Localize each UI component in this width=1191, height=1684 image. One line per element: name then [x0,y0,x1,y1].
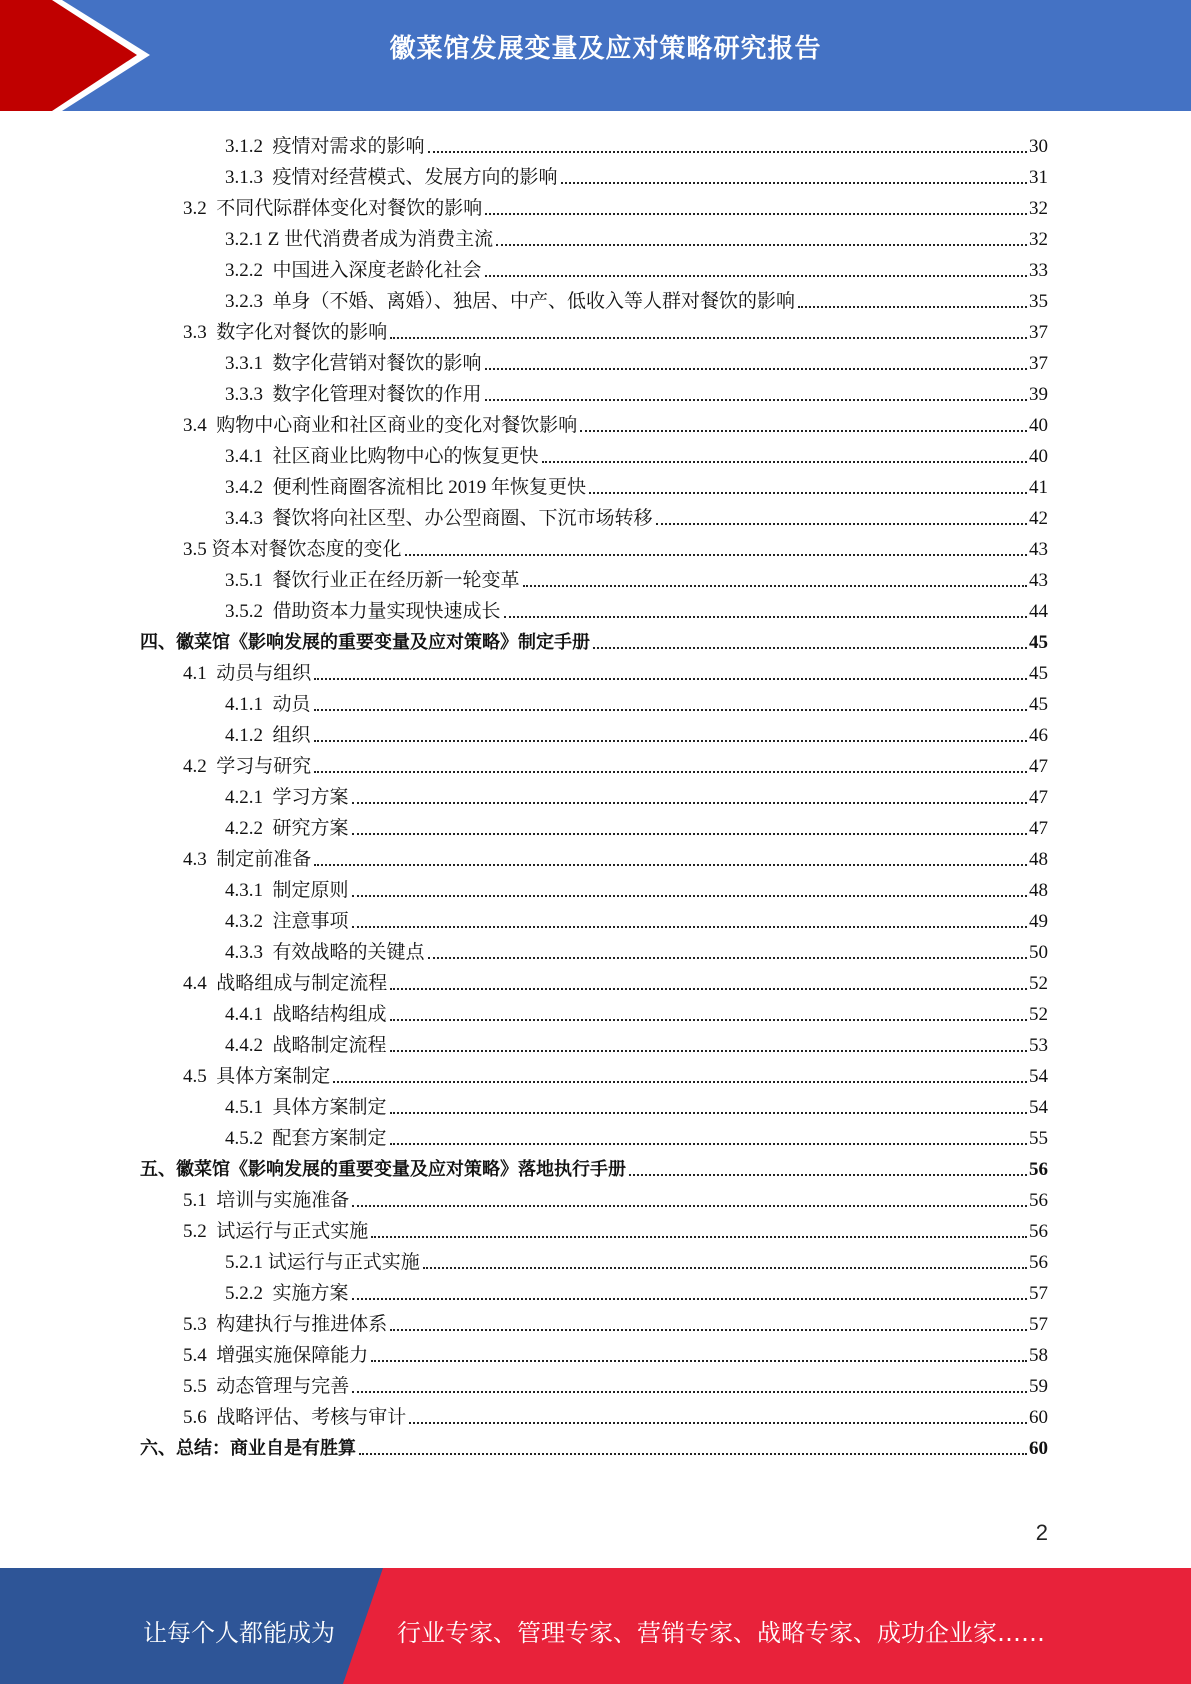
toc-entry-page: 48 [1029,880,1048,901]
toc-entry-page: 57 [1029,1283,1048,1304]
toc-dot-leader [523,585,1027,587]
toc-entry[interactable] [183,1337,1048,1368]
toc-entry-label: 4.3.1 制定原则 [225,880,349,901]
toc-entry-label: 5.1 培训与实施准备 [183,1190,350,1211]
toc-entry-page: 47 [1029,756,1048,777]
toc-entry[interactable] [225,159,1048,190]
toc-entry-page: 33 [1029,260,1048,281]
toc-dot-leader [352,1391,1027,1393]
toc-entry-page: 49 [1029,911,1048,932]
toc-entry-page: 50 [1029,942,1048,963]
toc-entry[interactable] [225,872,1048,903]
toc-entry-page: 45 [1029,632,1048,653]
toc-dot-leader [409,1422,1027,1424]
toc-entry-label: 4.5 具体方案制定 [183,1066,331,1087]
toc-dot-leader [656,523,1027,525]
toc-dot-leader [314,740,1027,742]
toc-entry-page: 31 [1029,167,1048,188]
toc-dot-leader [589,492,1027,494]
toc-dot-leader [390,337,1027,339]
toc-entry-page: 32 [1029,198,1048,219]
toc-entry-label: 4.4.1 战略结构组成 [225,1004,387,1025]
toc-entry-page: 56 [1029,1252,1048,1273]
toc-dot-leader [390,988,1027,990]
toc-entry-page: 45 [1029,663,1048,684]
toc-entry-page: 40 [1029,415,1048,436]
document-title: 徽菜馆发展变量及应对策略研究报告 [389,34,822,64]
toc-dot-leader [352,926,1027,928]
toc-entry-label: 4.3.2 注意事项 [225,911,349,932]
toc-entry-label: 4.1.1 动员 [225,694,311,715]
toc-entry-page: 52 [1029,973,1048,994]
toc-dot-leader [405,554,1027,556]
toc-entry[interactable] [225,1244,1048,1275]
toc-entry[interactable] [225,283,1048,314]
toc-dot-leader [390,1050,1027,1052]
toc-dot-leader [390,1019,1027,1021]
toc-dot-leader [485,368,1027,370]
toc-entry[interactable] [225,934,1048,965]
toc-dot-leader [390,1143,1027,1145]
toc-entry-label: 六、总结：商业自是有胜算 [140,1438,356,1459]
toc-entry[interactable] [183,1058,1048,1089]
toc-entry[interactable] [225,1275,1048,1306]
toc-entry-label: 5.4 增强实施保障能力 [183,1345,369,1366]
toc-entry[interactable] [225,686,1048,717]
toc-dot-leader [390,1112,1027,1114]
toc-dot-leader [352,1205,1027,1207]
toc-dot-leader [390,1329,1027,1331]
toc-entry[interactable] [140,624,1048,655]
toc-entry-label: 4.2.2 研究方案 [225,818,349,839]
toc-entry-label: 3.4.3 餐饮将向社区型、办公型商圈、下沉市场转移 [225,508,653,529]
toc-entry-page: 30 [1029,136,1048,157]
toc-entry[interactable] [183,314,1048,345]
toc-entry-label: 4.3 制定前准备 [183,849,312,870]
toc-entry-label: 3.5.2 借助资本力量实现快速成长 [225,601,501,622]
toc-entry-label: 5.2 试运行与正式实施 [183,1221,369,1242]
toc-entry-page: 37 [1029,353,1048,374]
toc-entry[interactable] [225,500,1048,531]
toc-entry[interactable] [225,469,1048,500]
toc-entry-page: 32 [1029,229,1048,250]
toc-entry-label: 3.2.3 单身（不婚、离婚）、独居、中产、低收入等人群对餐饮的影响 [225,291,796,312]
toc-entry-label: 3.1.3 疫情对经营模式、发展方向的影响 [225,167,558,188]
toc-entry-label: 5.2.1 试运行与正式实施 [225,1252,420,1273]
toc-entry-label: 4.1 动员与组织 [183,663,312,684]
toc-entry-label: 3.4 购物中心商业和社区商业的变化对餐饮影响 [183,415,578,436]
toc-entry-label: 3.3.1 数字化营销对餐饮的影响 [225,353,482,374]
toc-entry-label: 4.4 战略组成与制定流程 [183,973,388,994]
toc-entry-label: 5.6 战略评估、考核与审计 [183,1407,407,1428]
toc-entry-page: 44 [1029,601,1048,622]
toc-entry[interactable] [140,1151,1048,1182]
toc-entry[interactable] [225,1089,1048,1120]
toc-entry-page: 47 [1029,818,1048,839]
toc-entry-page: 46 [1029,725,1048,746]
toc-entry-label: 5.2.2 实施方案 [225,1283,349,1304]
toc-entry-page: 60 [1029,1438,1048,1459]
toc-entry[interactable] [183,190,1048,221]
toc-dot-leader [359,1453,1027,1455]
toc-entry[interactable] [183,841,1048,872]
toc-entry[interactable] [183,1306,1048,1337]
toc-entry[interactable] [183,748,1048,779]
toc-entry-page: 56 [1029,1159,1048,1180]
toc-entry[interactable] [225,1120,1048,1151]
toc-dot-leader [485,399,1027,401]
toc-entry-page: 37 [1029,322,1048,343]
toc-dot-leader [371,1360,1027,1362]
toc-entry-label: 4.5.2 配套方案制定 [225,1128,387,1149]
toc-entry[interactable] [225,593,1048,624]
toc-dot-leader [542,461,1027,463]
toc-entry-page: 56 [1029,1190,1048,1211]
toc-entry[interactable] [225,345,1048,376]
toc-entry-page: 41 [1029,477,1048,498]
toc-entry[interactable] [183,965,1048,996]
toc-dot-leader [371,1236,1027,1238]
toc-entry[interactable] [183,1399,1048,1430]
toc-entry-label: 3.4.2 便利性商圈客流相比 2019 年恢复更快 [225,477,587,498]
toc-dot-leader [314,771,1027,773]
toc-entry[interactable] [225,810,1048,841]
toc-entry[interactable] [225,717,1048,748]
toc-dot-leader [593,647,1027,649]
toc-entry-label: 五、徽菜馆《影响发展的重要变量及应对策略》落地执行手册 [140,1159,626,1180]
toc-dot-leader [352,802,1027,804]
toc-dot-leader [485,213,1027,215]
toc-entry-label: 4.4.2 战略制定流程 [225,1035,387,1056]
footer-slogan-right: 行业专家、管理专家、营销专家、战略专家、成功企业家…… [397,1619,1045,1647]
toc-entry-label: 四、徽菜馆《影响发展的重要变量及应对策略》制定手册 [140,632,590,653]
toc-dot-leader [504,616,1027,618]
toc-entry-page: 57 [1029,1314,1048,1335]
toc-entry-label: 4.1.2 组织 [225,725,311,746]
toc-entry-label: 3.2 不同代际群体变化对餐饮的影响 [183,198,483,219]
toc-entry-page: 45 [1029,694,1048,715]
toc-entry-label: 5.5 动态管理与完善 [183,1376,350,1397]
toc-entry-label: 5.3 构建执行与推进体系 [183,1314,388,1335]
toc-entry[interactable] [183,531,1048,562]
toc-entry-label: 4.3.3 有效战略的关键点 [225,942,425,963]
toc-entry[interactable] [225,128,1048,159]
toc-entry-page: 53 [1029,1035,1048,1056]
toc-dot-leader [314,709,1027,711]
toc-entry[interactable] [140,1430,1048,1461]
toc-entry-page: 35 [1029,291,1048,312]
toc-entry-page: 43 [1029,570,1048,591]
toc-entry[interactable] [225,562,1048,593]
toc-dot-leader [580,430,1027,432]
toc-dot-leader [496,244,1027,246]
toc-entry[interactable] [183,1182,1048,1213]
toc-dot-leader [629,1174,1027,1176]
toc-entry[interactable] [225,1027,1048,1058]
toc-entry-label: 3.3 数字化对餐饮的影响 [183,322,388,343]
toc-entry-page: 54 [1029,1097,1048,1118]
toc-entry-page: 55 [1029,1128,1048,1149]
toc-entry-label: 4.2 学习与研究 [183,756,312,777]
toc-entry[interactable] [225,996,1048,1027]
toc-entry[interactable] [225,252,1048,283]
toc-entry-page: 52 [1029,1004,1048,1025]
toc-entry-page: 59 [1029,1376,1048,1397]
footer-slogan-left: 让每个人都能成为 [143,1619,335,1647]
toc-entry-page: 60 [1029,1407,1048,1428]
toc-entry[interactable] [183,655,1048,686]
toc-dot-leader [352,833,1027,835]
toc-dot-leader [423,1267,1027,1269]
toc-entry[interactable] [225,779,1048,810]
toc-entry-label: 3.2.2 中国进入深度老龄化社会 [225,260,482,281]
toc-entry-label: 3.4.1 社区商业比购物中心的恢复更快 [225,446,539,467]
toc-entry-label: 3.1.2 疫情对需求的影响 [225,136,425,157]
toc-dot-leader [428,151,1027,153]
toc-entry[interactable] [183,1368,1048,1399]
toc-dot-leader [314,864,1027,866]
toc-entry-page: 43 [1029,539,1048,560]
toc-entry-label: 3.5.1 餐饮行业正在经历新一轮变革 [225,570,520,591]
toc-dot-leader [561,182,1027,184]
toc-entry-page: 58 [1029,1345,1048,1366]
page-footer [0,1568,1191,1684]
toc-entry-page: 56 [1029,1221,1048,1242]
toc-entry[interactable] [183,407,1048,438]
toc-entry[interactable] [225,903,1048,934]
toc-entry-label: 4.2.1 学习方案 [225,787,349,808]
toc-dot-leader [352,1298,1027,1300]
toc-entry-page: 47 [1029,787,1048,808]
page-number: 2 [1035,1520,1048,1545]
toc-entry[interactable] [225,376,1048,407]
toc-entry[interactable] [183,1213,1048,1244]
toc-entry-label: 3.3.3 数字化管理对餐饮的作用 [225,384,482,405]
toc-dot-leader [485,275,1027,277]
toc-dot-leader [314,678,1027,680]
toc-entry-page: 42 [1029,508,1048,529]
toc-entry-label: 3.5 资本对餐饮态度的变化 [183,539,402,560]
toc-entry-page: 54 [1029,1066,1048,1087]
toc-dot-leader [798,306,1027,308]
toc-dot-leader [428,957,1027,959]
toc-entry-label: 4.5.1 具体方案制定 [225,1097,387,1118]
toc-entry-page: 40 [1029,446,1048,467]
page-header [0,0,1191,111]
toc-entry-page: 39 [1029,384,1048,405]
toc-entry-page: 48 [1029,849,1048,870]
toc-entry-label: 3.2.1 Z 世代消费者成为消费主流 [225,229,494,250]
toc-entry[interactable] [225,221,1048,252]
toc-dot-leader [333,1081,1027,1083]
toc-entry[interactable] [225,438,1048,469]
toc-dot-leader [352,895,1027,897]
